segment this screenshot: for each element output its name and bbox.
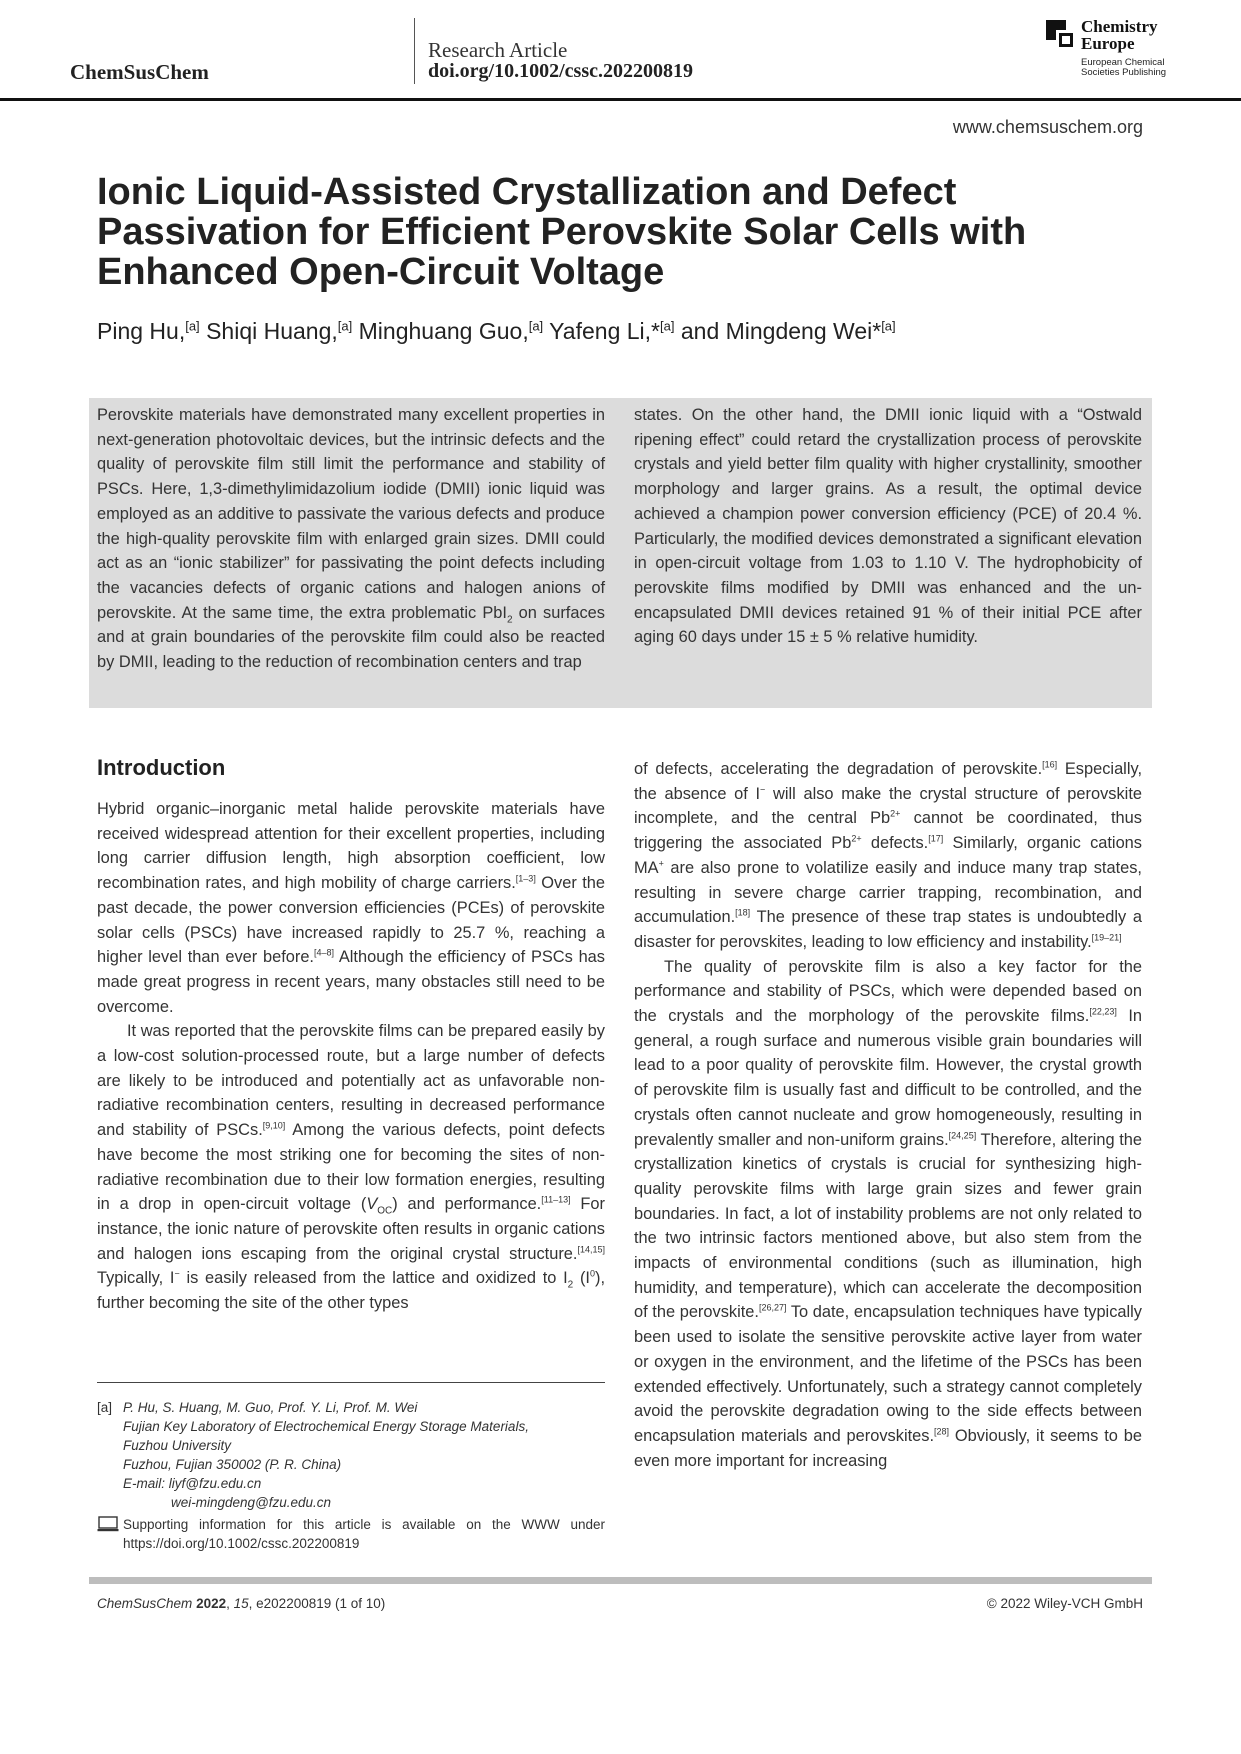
citation[interactable]: [19–21] [1091, 932, 1122, 943]
citation[interactable]: [18] [735, 907, 751, 918]
author: Shiqi Huang,[a] [206, 318, 353, 344]
logo-subtitle [1081, 58, 1166, 78]
doi-link[interactable]: doi.org/10.1002/cssc.202200819 [428, 60, 693, 82]
supporting-info-note [97, 1515, 605, 1553]
citation[interactable]: [16] [1042, 759, 1058, 770]
footer-rule [89, 1577, 1152, 1584]
header-rule [0, 98, 1241, 101]
section-heading-introduction: Introduction [97, 755, 226, 780]
abstract-right-column: states. On the other hand, the DMII ionic liquid with a “Ostwald ripening effect” could retard the crystallization process of perovskite crystals and yield better film quality with higher crystallinity, smoother morphology and larger grains. As a result, the optimal device achieved a champion power conversion efficiency (PCE) of 20.4 %. Particularly, the modified devices demonstrated a significant elevation in open-circuit voltage from 1.03 to 1.10 V. The hydrophobicity of perovskite films modified by DMII was enhanced and the un-encapsulated DMII devices retained 91 % of their initial PCE after aging 60 days under 15 ± 5 % relative humidity. [634, 406, 1142, 647]
citation[interactable]: [26,27] [758, 1303, 787, 1313]
logo-subtitle-line: European Chemical [1081, 57, 1165, 68]
computer-monitor-icon [97, 1516, 119, 1532]
citation[interactable]: [22,23] [1089, 1006, 1117, 1017]
logo-title-line: Europe [1081, 34, 1135, 53]
footnote-rule [97, 1382, 605, 1383]
logo-title [1081, 18, 1157, 52]
author: and Mingdeng Wei*[a] [680, 318, 896, 344]
affiliation-line: Fuzhou, Fujian 350002 (P. R. China) [123, 1457, 342, 1472]
citation[interactable]: [11–13] [541, 1194, 571, 1205]
body-left-column [97, 797, 605, 1316]
affiliation-line: Fujian Key Laboratory of Electrochemical Energy Storage Materials, [123, 1419, 529, 1434]
citation[interactable]: [14,15] [577, 1244, 605, 1255]
citation[interactable]: [9,10] [262, 1120, 286, 1131]
logo-title-line: Chemistry [1081, 17, 1158, 36]
article-type: Research Article [428, 38, 568, 62]
body-right-column [634, 757, 1142, 1473]
article-title: Ionic Liquid-Assisted Crystallization and Defect Passivation for Efficient Perovskite Solar Cells with Enhanced Open-Circuit Voltage [97, 171, 1027, 293]
author-list [97, 318, 896, 345]
paragraph: It was reported that the perovskite films can be prepared easily by a low-cost solution-processed route, but a large number of defects are likely to be introduced and potentially act as unfavorable non-radiative recombination centers, resulting in decreased performance and stability of PSCs.[9,10] Among the various defects, point defects have become the most striking one for becoming the sites of non-radiative recombination due to their low formation energies, resulting in a drop in open-circuit voltage $(V_{OC})$ and performance.[11–13] For instance, the ionic nature of perovskite often results in organic cations and halogen ions escaping from the original crystal structure.[14,15] Typically, I− is easily released from the lattice and oxidized to $I_2$ $(I^0)$, further becoming the site of the other types [97, 1022, 606, 1313]
chemistry-europe-logo-icon [1046, 20, 1076, 50]
affiliation-email[interactable]: wei-mingdeng@fzu.edu.cn [171, 1495, 332, 1510]
affiliation-email[interactable]: E-mail: liyf@fzu.edu.cn [123, 1476, 262, 1491]
logo-subtitle-line: Societies Publishing [1081, 67, 1167, 78]
affiliation-line: P. Hu, S. Huang, M. Guo, Prof. Y. Li, Prof. M. Wei [123, 1400, 418, 1415]
footer-copyright: © 2022 Wiley-VCH GmbH [986, 1596, 1143, 1611]
citation[interactable]: [28] [934, 1426, 950, 1437]
citation[interactable]: [4–8] [314, 947, 335, 958]
footer-citation: ChemSusChem 2022, 15, e202200819 (1 of 10) [97, 1596, 386, 1611]
affiliation-line: Fuzhou University [123, 1438, 232, 1453]
affiliation-footnote [97, 1398, 605, 1512]
author: Yafeng Li,*[a] [549, 318, 675, 344]
journal-name: ChemSusChem [70, 60, 209, 84]
affiliation-mark: [a] [97, 1400, 113, 1415]
author: Ping Hu,[a] [97, 318, 200, 344]
author: Minghuang Guo,[a] [358, 318, 544, 344]
supporting-info-text[interactable]: Supporting information for this article is available on the WWW under https://doi.org/10.1002/cssc.202200819 [123, 1517, 605, 1551]
journal-website-link[interactable]: www.chemsuschem.org [952, 117, 1143, 137]
paragraph: of defects, accelerating the degradation of perovskite.[16] Especially, the absence of I− will also make the crystal structure of perovskite incomplete, and the central $Pb^{2+}$ cannot be coordinated, thus triggering the associated $Pb^{2+}$ defects.[17] Similarly, organic cations MA+ are also prone to volatilize easily and induce many trap states, resulting in severe charge carrier trapping, recombination, and accumulation.[18] The presence of these trap states is undoubtedly a disaster for perovskites, leading to low efficiency and instability.[19–21] [634, 759, 1142, 951]
citation[interactable]: [1–3] [515, 873, 536, 884]
citation[interactable]: [24,25] [948, 1130, 977, 1141]
citation[interactable]: [17] [928, 833, 944, 844]
header-divider [414, 18, 415, 84]
paragraph: The quality of perovskite film is also a key factor for the performance and stability of PSCs, which were depended based on the crystals and the morphology of the perovskite films.[22,23] In general, a rough surface and numerous visible grain boundaries will lead to a poor quality of perovskite film. However, the crystal growth of perovskite film is usually fast and difficult to be controlled, and the crystals often cannot nucleate and grow homogeneously, resulting in prevalently smaller and non-uniform grains.[24,25] Therefore, altering the crystallization kinetics of crystals is crucial for synthesizing high-quality perovskite films with large grain sizes and fewer grain boundaries. In fact, a lot of instability problems are not only related to the two intrinsic factors mentioned above, but also stem from the impacts of environmental conditions (such as illumination, high humidity, and temperature), which can accelerate the decomposition of the perovskite.[26,27] To date, encapsulation techniques have typically been used to isolate the sensitive perovskite active layer from water or oxygen in the environment, and the lifetime of the PSCs has been extended effectively. Unfortunately, such a strategy cannot completely avoid the perovskite degradation owing to the side effects between encapsulation materials and perovskites.[28] Obviously, it seems to be even more important for increasing [634, 957, 1142, 1470]
abstract-left-column: Perovskite materials have demonstrated many excellent properties in next-generation photovoltaic devices, but the intrinsic defects and the quality of perovskite film still limit the performance and stability of PSCs. Here, 1,3-dimethylimidazolium iodide (DMII) ionic liquid was employed as an additive to passivate the various defects and produce the high-quality perovskite film with enlarged grain sizes. DMII could act as an “ionic stabilizer” for passivating the point defects including the vacancies defects of organic cations and halogen anions of perovskite. At the same time, the extra problematic PbI$_2$ on surfaces and at grain boundaries of the perovskite film could also be reacted by DMII, leading to the reduction of recombination centers and trap [97, 406, 605, 672]
paragraph: Hybrid organic–inorganic metal halide perovskite materials have received widespread attention for their excellent properties, including long carrier diffusion length, high absorption coefficient, low recombination rates, and high mobility of charge carriers.[1–3] Over the past decade, the power conversion efficiencies (PCEs) of perovskite solar cells (PSCs) have increased rapidly to 25.7 %, reaching a higher level than ever before.[4–8] Although the efficiency of PSCs has made great progress in recent years, many obstacles still need to be overcome. [97, 800, 605, 1016]
